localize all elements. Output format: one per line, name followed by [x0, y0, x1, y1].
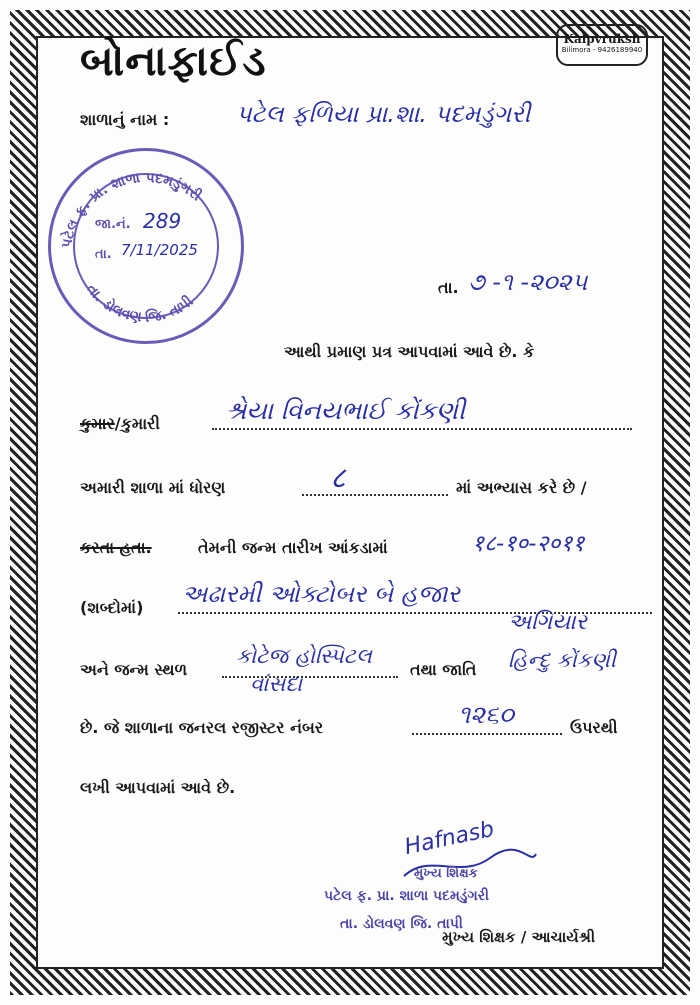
intro-text: આથી પ્રમાણ પ્રત્ર આપવામાં આવે છે. કે — [284, 342, 535, 361]
svg-text:તા. ડોલવણ જિ. તાપી — [83, 281, 196, 325]
brand-logo — [556, 24, 648, 66]
register-value: ૧૨૬૦ — [458, 700, 514, 729]
student-label-main: /કુમારી — [114, 414, 161, 433]
dob-struck-text: કરતા હતા. — [80, 538, 152, 557]
date-label: તા. — [438, 278, 459, 297]
birth-place-dots — [222, 676, 398, 678]
principal-signature: Hafnasb — [402, 816, 497, 861]
signatory-role: મુખ્ય શિક્ષક / આચાર્યશ્રી — [442, 928, 596, 946]
caste-label: તથા જાતિ — [410, 660, 477, 679]
svg-text:પટેલ ફ. પ્રા. શાળા પદમડુંગરી — [58, 170, 204, 249]
caste-value: હિન્દુ કોંકણી — [508, 648, 616, 672]
register-prefix: છે. જે શાળાના જનરલ રજીસ્ટર નંબર — [80, 718, 324, 737]
stamp-no-value: 289 — [143, 209, 182, 233]
student-name-dots — [212, 428, 632, 430]
words-line2: અગિયાર — [508, 610, 588, 635]
sign-stamp-line2: પટેલ ફ. પ્રા. શાળા પદમડુંગરી — [324, 888, 489, 904]
school-name-value: પટેલ ફળિયા પ્રા.શા. પદમડુંગરી — [236, 100, 531, 128]
school-seal-stamp — [48, 148, 244, 344]
school-name-label: શાળાનું નામ : — [80, 110, 170, 129]
stamp-ring-text: પટેલ ફ. પ્રા. શાળા પદમડુંગરી — [58, 169, 205, 250]
student-label-struck: કુમાર — [80, 414, 115, 433]
brand-phone: Bilimora - 9426189940 — [561, 46, 643, 54]
birth-place-value-2: વાંસદા — [250, 672, 303, 696]
dob-value: १८-१०-२०११ — [472, 531, 585, 557]
class-line-suffix: માં અભ્યાસ કરે છે / — [456, 478, 587, 497]
birth-prefix: અને જન્મ સ્થળ — [80, 660, 188, 679]
sign-stamp-line3: તા. ડોલવણ જિ. તાપી — [340, 916, 463, 932]
register-suffix: ઉપરથી — [570, 718, 618, 737]
stamp-bottom-text: તા. ડોલવણ જિ. તાપી — [83, 281, 197, 326]
stamp-no-label: જા.નં. — [95, 217, 131, 232]
date-value: ૭ -૧ -૨૦૨૫ — [468, 268, 588, 296]
dob-label: તેમની જન્મ તારીખ આંકડામાં — [198, 538, 388, 557]
words-line1: અઢારમી ઓક્ટોબર બે હજાર — [182, 580, 460, 608]
closing-text: લખી આપવામાં આવે છે. — [80, 778, 236, 797]
birth-place-value: કોટેજ હોસ્પિટલ — [236, 644, 372, 668]
class-dots — [302, 494, 448, 496]
register-dots — [412, 733, 562, 735]
brand-name: Kalpvruksh — [563, 32, 641, 46]
stamp-date-value: 7/11/2025 — [121, 241, 198, 259]
words-label: (શબ્દોમાં) — [80, 598, 144, 617]
class-value: ८ — [330, 461, 346, 496]
student-name-value: શ્રેયા વિનયભાઈ કોંકણી — [226, 396, 466, 425]
document-title: બોનાફાઈડ — [80, 36, 267, 85]
class-line-prefix: અમારી શાળા માં ધોરણ — [80, 478, 226, 497]
sign-stamp-line1: મુખ્ય શિક્ષક — [414, 866, 478, 881]
student-label — [80, 414, 160, 434]
stamp-date-label: તા. — [95, 247, 112, 262]
